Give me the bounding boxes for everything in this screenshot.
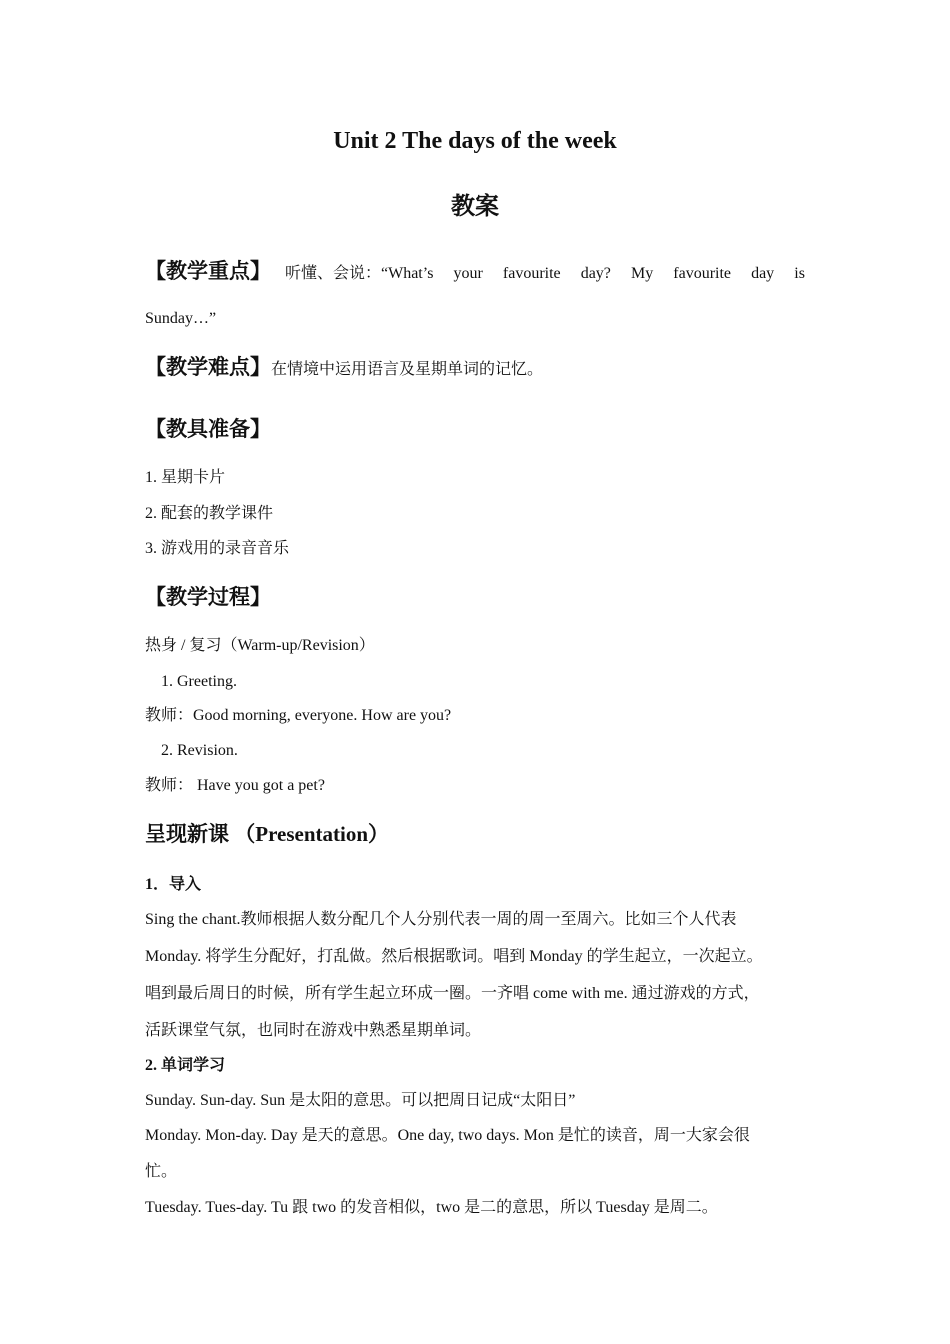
materials-item: 2. 配套的教学课件 (145, 505, 274, 522)
materials-item: 3. 游戏用的录音音乐 (145, 540, 290, 557)
presentation-heading: 呈现新课 （Presentation） (145, 822, 390, 846)
process-heading: 【教学过程】 (145, 585, 271, 609)
step1-line: Monday. 将学生分配好，打乱做。然后根据歌词。唱到 Monday 的学生起立，一次起立。 (145, 948, 763, 965)
difficulty-line (145, 354, 543, 380)
step2-line: Tuesday. Tues-day. Tu 跟 two 的发音相似，two 是二的意思，所以 Tuesday 是周二。 (145, 1199, 718, 1216)
greeting-step: 1. Greeting. (161, 673, 237, 690)
step2-line: Sunday. Sun-day. Sun 是太阳的意思。可以把周日记成“太阳日” (145, 1092, 576, 1109)
step1-line: Sing the chant.教师根据人数分配几个人分别代表一周的周一至周六。比如三个人代表 (145, 911, 737, 928)
step1-title: 1．导入 (145, 876, 202, 893)
step2-line: Monday. Mon-day. Day 是天的意思。One day, two days. Mon 是忙的读音，周一大家会很 (145, 1127, 750, 1144)
materials-heading: 【教具准备】 (145, 417, 271, 441)
step1-line: 唱到最后周日的时候，所有学生起立环成一圈。一齐唱 come with me. 通过游戏的方式， (145, 985, 760, 1002)
document-title: Unit 2 The days of the week (333, 128, 617, 154)
focus-label: 【教学重点】 (145, 259, 271, 283)
warmup-heading: 热身 / 复习（Warm-up/Revision） (145, 637, 375, 654)
step2-title: 2. 单词学习 (145, 1057, 226, 1074)
step2-line: 忙。 (145, 1163, 178, 1180)
materials-item: 1. 星期卡片 (145, 469, 226, 486)
revision-step: 2. Revision. (161, 742, 238, 759)
step1-line: 活跃课堂气氛，也同时在游戏中熟悉星期单词。 (145, 1022, 482, 1039)
focus-line (145, 258, 805, 284)
difficulty-text: 在情境中运用语言及星期单词的记忆。 (271, 361, 544, 378)
difficulty-label: 【教学难点】 (145, 355, 271, 379)
teacher-line-2: 教师： Have you got a pet? (145, 777, 325, 794)
focus-text: 听懂、会说：“What’s your favourite day? My favourite day is (285, 265, 805, 282)
document-subtitle: 教案 (451, 194, 499, 220)
teacher-line-1: 教师：Good morning, everyone. How are you? (145, 707, 452, 724)
focus-text-continued: Sunday…” (145, 310, 217, 327)
